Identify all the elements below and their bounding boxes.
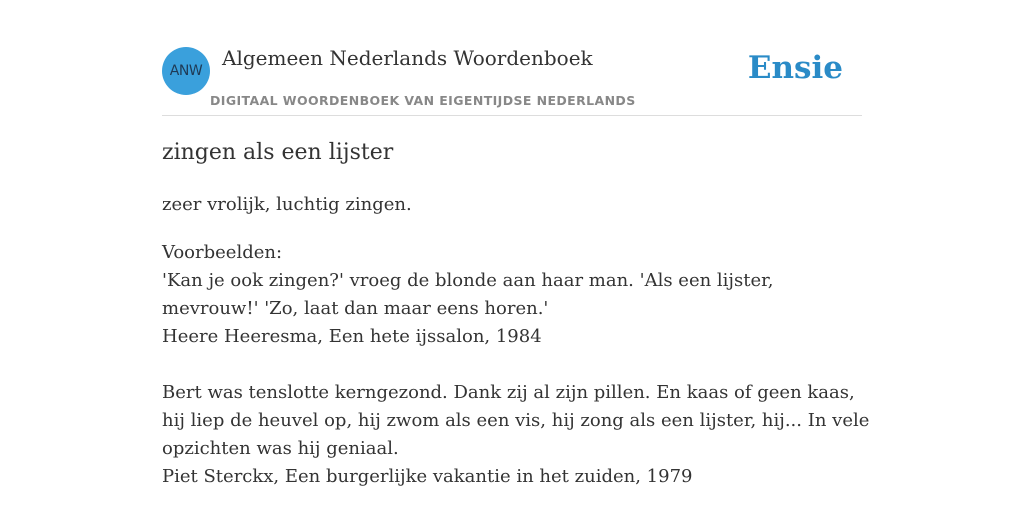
examples-label: Voorbeelden: [162,242,283,263]
examples-section [162,239,874,491]
example-separator [162,351,874,379]
ensie-logo[interactable]: Ensie [747,50,843,86]
anw-logo[interactable]: ANW [162,47,210,95]
page [162,0,870,487]
example-quote: 'Kan je ook zingen?' vroeg de blonde aan haar man. 'Als een lijster, mevrouw!' 'Zo, laat dan maar eens horen.' [162,270,774,319]
site-header [162,0,862,116]
site-title[interactable]: Algemeen Nederlands Woordenboek [222,46,593,70]
definition: zeer vrolijk, luchtig zingen. [162,194,412,215]
example-source: Heere Heeresma, Een hete ijssalon, 1984 [162,326,542,347]
example-source: Piet Sterckx, Een burgerlijke vakantie in het zuiden, 1979 [162,466,693,487]
site-tagline: DIGITAAL WOORDENBOEK VAN EIGENTIJDSE NEDERLANDS [210,93,636,108]
page-title: zingen als een lijster [162,140,394,165]
example-quote: Bert was tenslotte kerngezond. Dank zij al zijn pillen. En kaas of geen kaas, hij liep de heuvel op, hij zwom als een vis, hij zong als een lijster, hij... In vele opzichten was hij geniaal. [162,382,870,459]
